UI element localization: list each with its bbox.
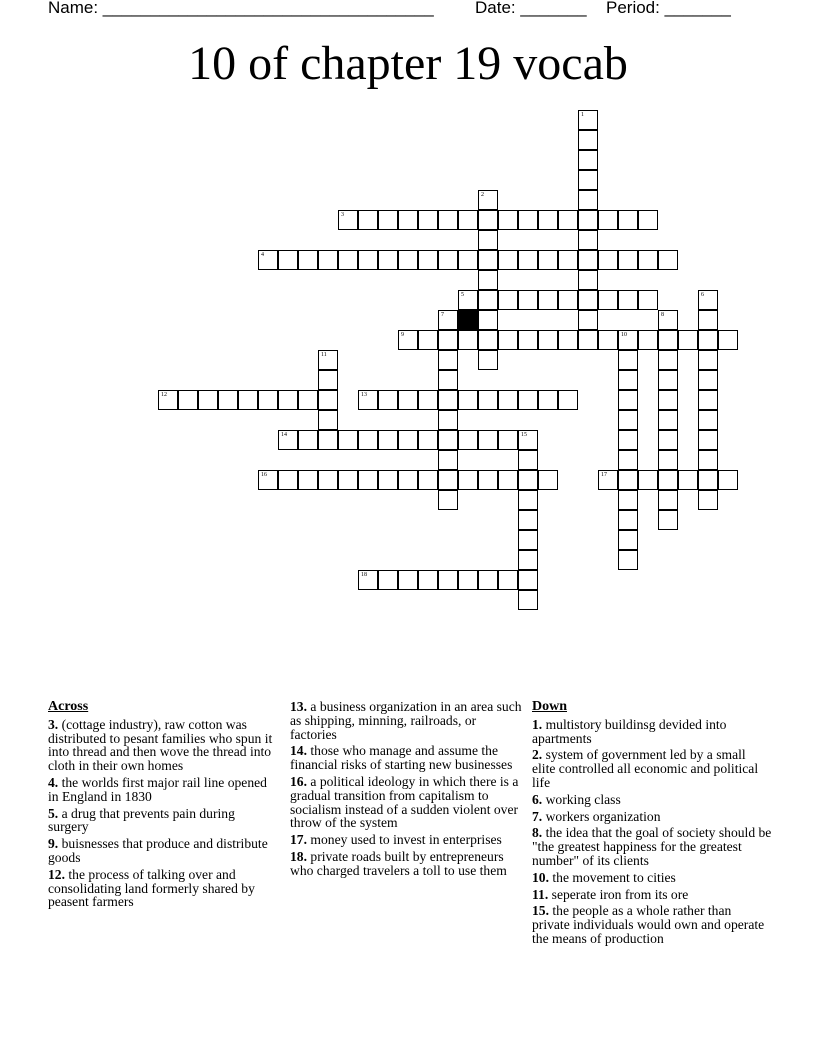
grid-cell[interactable] [658, 410, 678, 430]
grid-cell[interactable] [218, 390, 238, 410]
grid-cell[interactable] [658, 390, 678, 410]
grid-cell[interactable] [478, 390, 498, 410]
grid-cell[interactable] [438, 470, 458, 490]
grid-cell[interactable] [258, 390, 278, 410]
grid-cell[interactable] [498, 290, 518, 310]
clue-number: 4. [48, 774, 59, 790]
grid-cell[interactable] [498, 390, 518, 410]
down-clue [532, 904, 772, 945]
across-clue [290, 744, 526, 772]
grid-cell[interactable] [438, 310, 458, 330]
grid-cell[interactable] [458, 210, 478, 230]
clue-number-13: 13 [361, 392, 367, 398]
grid-cell[interactable] [518, 590, 538, 610]
clue-number-6: 6 [701, 292, 704, 298]
grid-cell[interactable] [658, 250, 678, 270]
clue-column-3 [532, 700, 772, 949]
down-clue [532, 793, 772, 807]
grid-cell[interactable] [338, 250, 358, 270]
clue-number-18: 18 [361, 572, 367, 578]
grid-cell[interactable] [538, 330, 558, 350]
grid-cell[interactable] [398, 430, 418, 450]
clue-number-10: 10 [621, 332, 627, 338]
period-field[interactable]: Period: _______ [606, 0, 731, 17]
down-clue [532, 810, 772, 824]
grid-cell[interactable] [438, 570, 458, 590]
grid-cell[interactable] [358, 210, 378, 230]
clue-number-7: 7 [441, 312, 444, 318]
grid-cell[interactable] [598, 330, 618, 350]
clue-number: 8. [532, 825, 543, 841]
across-clue [290, 850, 526, 878]
clue-number-11: 11 [321, 352, 327, 358]
grid-cell[interactable] [458, 330, 478, 350]
grid-cell[interactable] [578, 230, 598, 250]
clue-number-17: 17 [601, 472, 607, 478]
grid-cell[interactable] [478, 210, 498, 230]
grid-cell[interactable] [578, 170, 598, 190]
grid-cell[interactable] [338, 430, 358, 450]
clue-text: system of government led by a small elite controlled all economic and political life [532, 747, 759, 790]
grid-cell[interactable] [658, 510, 678, 530]
grid-cell[interactable] [718, 470, 738, 490]
clue-number-16: 16 [261, 472, 267, 478]
grid-cell[interactable] [678, 330, 698, 350]
grid-cell[interactable] [418, 570, 438, 590]
clue-number: 15. [532, 903, 549, 919]
clue-number-3: 3 [341, 212, 344, 218]
grid-cell[interactable] [598, 290, 618, 310]
clue-number-12: 12 [161, 392, 167, 398]
clue-number: 2. [532, 747, 543, 763]
grid-cell[interactable] [378, 390, 398, 410]
clue-number-5: 5 [461, 292, 464, 298]
across-clue [48, 807, 278, 835]
clue-text: seperate iron from its ore [548, 886, 689, 902]
grid-cell[interactable] [518, 330, 538, 350]
grid-cell[interactable] [558, 390, 578, 410]
grid-cell[interactable] [598, 470, 618, 490]
grid-cell[interactable] [498, 330, 518, 350]
clue-number: 3. [48, 716, 59, 732]
grid-cell[interactable] [438, 370, 458, 390]
clue-text: those who manage and assume the financial risks of starting new businesses [290, 743, 513, 773]
grid-cell[interactable] [458, 390, 478, 410]
grid-cell[interactable] [358, 470, 378, 490]
grid-cell[interactable] [318, 410, 338, 430]
clue-text: multistory buildinsg devided into apartments [532, 716, 727, 746]
grid-cell[interactable] [518, 490, 538, 510]
grid-cell[interactable] [578, 210, 598, 230]
grid-cell[interactable] [658, 310, 678, 330]
grid-cell[interactable] [478, 430, 498, 450]
grid-cell[interactable] [378, 210, 398, 230]
grid-cell[interactable] [698, 350, 718, 370]
black-cell [458, 310, 478, 330]
grid-cell[interactable] [518, 470, 538, 490]
grid-cell[interactable] [658, 470, 678, 490]
grid-cell[interactable] [478, 250, 498, 270]
grid-cell[interactable] [638, 210, 658, 230]
grid-cell[interactable] [578, 110, 598, 130]
clue-text: a drug that prevents pain during surgery [48, 805, 235, 835]
grid-cell[interactable] [578, 330, 598, 350]
clue-number: 16. [290, 773, 307, 789]
clue-number: 13. [290, 699, 307, 714]
grid-cell[interactable] [458, 290, 478, 310]
across-heading: Across [48, 699, 89, 714]
across-clue [48, 837, 278, 865]
grid-cell[interactable] [358, 570, 378, 590]
grid-cell[interactable] [278, 390, 298, 410]
clue-number-4: 4 [261, 252, 264, 258]
clue-number-8: 8 [661, 312, 664, 318]
grid-cell[interactable] [458, 250, 478, 270]
grid-cell[interactable] [498, 250, 518, 270]
clue-number: 5. [48, 805, 59, 821]
grid-cell[interactable] [698, 410, 718, 430]
clue-text: the movement to cities [549, 869, 676, 885]
grid-cell[interactable] [338, 470, 358, 490]
grid-cell[interactable] [478, 470, 498, 490]
grid-cell[interactable] [658, 490, 678, 510]
grid-cell[interactable] [638, 290, 658, 310]
grid-cell[interactable] [378, 570, 398, 590]
grid-cell[interactable] [598, 210, 618, 230]
grid-cell[interactable] [398, 330, 418, 350]
grid-cell[interactable] [598, 250, 618, 270]
grid-cell[interactable] [418, 330, 438, 350]
grid-cell[interactable] [618, 290, 638, 310]
grid-cell[interactable] [638, 330, 658, 350]
grid-cell[interactable] [438, 450, 458, 470]
grid-cell[interactable] [618, 350, 638, 370]
grid-cell[interactable] [658, 330, 678, 350]
clue-text: working class [542, 791, 621, 807]
grid-cell[interactable] [618, 490, 638, 510]
grid-cell[interactable] [258, 250, 278, 270]
grid-cell[interactable] [298, 470, 318, 490]
grid-cell[interactable] [578, 190, 598, 210]
down-clue [532, 826, 772, 867]
grid-cell[interactable] [158, 390, 178, 410]
grid-cell[interactable] [358, 250, 378, 270]
grid-cell[interactable] [438, 490, 458, 510]
grid-cell[interactable] [618, 470, 638, 490]
grid-cell[interactable] [438, 390, 458, 410]
across-clue [48, 776, 278, 804]
down-clue [532, 871, 772, 885]
grid-cell[interactable] [498, 570, 518, 590]
grid-cell[interactable] [318, 350, 338, 370]
grid-cell[interactable] [238, 390, 258, 410]
grid-cell[interactable] [318, 250, 338, 270]
grid-cell[interactable] [538, 470, 558, 490]
grid-cell[interactable] [698, 290, 718, 310]
grid-cell[interactable] [438, 430, 458, 450]
grid-cell[interactable] [478, 310, 498, 330]
grid-cell[interactable] [658, 450, 678, 470]
grid-cell[interactable] [358, 390, 378, 410]
grid-cell[interactable] [518, 570, 538, 590]
grid-cell[interactable] [578, 270, 598, 290]
grid-cell[interactable] [438, 250, 458, 270]
grid-cell[interactable] [498, 430, 518, 450]
clue-number: 1. [532, 716, 543, 732]
grid-cell[interactable] [418, 390, 438, 410]
grid-cell[interactable] [518, 550, 538, 570]
grid-cell[interactable] [618, 430, 638, 450]
grid-cell[interactable] [518, 290, 538, 310]
grid-cell[interactable] [578, 290, 598, 310]
clue-number: 7. [532, 808, 543, 824]
clue-text: buisnesses that produce and distribute goods [48, 836, 268, 865]
grid-cell[interactable] [578, 150, 598, 170]
grid-cell[interactable] [578, 250, 598, 270]
page-title: 10 of chapter 19 vocab [188, 37, 628, 90]
across-clue [290, 775, 526, 830]
grid-cell[interactable] [478, 270, 498, 290]
grid-cell[interactable] [318, 470, 338, 490]
grid-cell[interactable] [298, 390, 318, 410]
grid-cell[interactable] [618, 370, 638, 390]
grid-cell[interactable] [358, 430, 378, 450]
grid-cell[interactable] [538, 250, 558, 270]
clue-text: (cottage industry), raw cotton was distributed to pesant families who spun it into thread and then wove the thread into cloth in their own homes [48, 716, 273, 774]
grid-cell[interactable] [278, 430, 298, 450]
grid-cell[interactable] [618, 550, 638, 570]
down-heading: Down [532, 699, 568, 714]
grid-cell[interactable] [478, 190, 498, 210]
clue-number: 17. [290, 832, 307, 848]
grid-cell[interactable] [578, 130, 598, 150]
grid-cell[interactable] [618, 330, 638, 350]
grid-cell[interactable] [658, 430, 678, 450]
down-clue [532, 748, 772, 789]
grid-cell[interactable] [618, 410, 638, 430]
grid-cell[interactable] [478, 330, 498, 350]
clue-number: 11. [532, 886, 549, 902]
grid-cell[interactable] [258, 470, 278, 490]
clue-text: money used to invest in enterprises [307, 832, 502, 848]
grid-cell[interactable] [538, 290, 558, 310]
grid-cell[interactable] [378, 430, 398, 450]
grid-cell[interactable] [578, 310, 598, 330]
grid-cell[interactable] [538, 390, 558, 410]
grid-cell[interactable] [518, 510, 538, 530]
name-field[interactable]: Name: ___________________________________ [48, 0, 434, 17]
grid-cell[interactable] [538, 210, 558, 230]
grid-cell[interactable] [438, 210, 458, 230]
grid-cell[interactable] [378, 470, 398, 490]
grid-cell[interactable] [438, 410, 458, 430]
grid-cell[interactable] [518, 450, 538, 470]
grid-cell[interactable] [698, 370, 718, 390]
clue-text: the people as a whole rather than private individuals would own and operate the means of production [532, 903, 765, 946]
grid-cell[interactable] [178, 390, 198, 410]
grid-cell[interactable] [558, 250, 578, 270]
grid-cell[interactable] [458, 570, 478, 590]
clue-number: 6. [532, 791, 543, 807]
grid-cell[interactable] [518, 530, 538, 550]
clue-number: 9. [48, 836, 59, 852]
grid-cell[interactable] [398, 390, 418, 410]
grid-cell[interactable] [638, 250, 658, 270]
grid-cell[interactable] [558, 290, 578, 310]
grid-cell[interactable] [638, 470, 658, 490]
clue-text: a political ideology in which there is a gradual transition from capitalism to socialism instead of a sudden violent over throw of the system [290, 773, 519, 831]
grid-cell[interactable] [398, 250, 418, 270]
clue-number-2: 2 [481, 192, 484, 198]
grid-cell[interactable] [678, 470, 698, 490]
clue-text: the process of talking over and consolidating land formerly shared by peasent farmers [48, 866, 255, 910]
clue-column-1 [48, 700, 278, 912]
grid-cell[interactable] [698, 310, 718, 330]
clue-number: 12. [48, 866, 65, 882]
grid-cell[interactable] [718, 330, 738, 350]
grid-cell[interactable] [198, 390, 218, 410]
worksheet-header [48, 0, 768, 20]
grid-cell[interactable] [558, 330, 578, 350]
grid-cell[interactable] [698, 490, 718, 510]
grid-cell[interactable] [478, 350, 498, 370]
grid-cell[interactable] [278, 470, 298, 490]
clue-number: 10. [532, 869, 549, 885]
grid-cell[interactable] [518, 390, 538, 410]
across-clue [48, 868, 278, 909]
grid-cell[interactable] [418, 470, 438, 490]
down-clue [532, 888, 772, 902]
grid-cell[interactable] [618, 210, 638, 230]
clue-number-1: 1 [581, 112, 584, 118]
clue-number: 18. [290, 848, 307, 864]
grid-cell[interactable] [418, 250, 438, 270]
grid-cell[interactable] [558, 210, 578, 230]
down-clue [532, 718, 772, 746]
clue-text: a business organization in an area such as shipping, minning, railroads, or factories [290, 699, 522, 742]
grid-cell[interactable] [698, 390, 718, 410]
grid-cell[interactable] [318, 390, 338, 410]
grid-cell[interactable] [498, 210, 518, 230]
grid-cell[interactable] [458, 470, 478, 490]
grid-cell[interactable] [318, 370, 338, 390]
grid-cell[interactable] [698, 450, 718, 470]
grid-cell[interactable] [458, 430, 478, 450]
grid-cell[interactable] [438, 330, 458, 350]
grid-cell[interactable] [478, 290, 498, 310]
clue-number: 14. [290, 743, 307, 759]
grid-cell[interactable] [658, 350, 678, 370]
grid-cell[interactable] [618, 390, 638, 410]
grid-cell[interactable] [658, 370, 678, 390]
grid-cell[interactable] [698, 470, 718, 490]
clue-text: the worlds first major rail line opened in England in 1830 [48, 774, 267, 804]
grid-cell[interactable] [518, 210, 538, 230]
clue-column-2 [290, 700, 526, 881]
across-clue [290, 700, 526, 741]
clue-number-14: 14 [281, 432, 287, 438]
grid-cell[interactable] [478, 570, 498, 590]
across-clue [290, 833, 526, 847]
grid-cell[interactable] [618, 510, 638, 530]
grid-cell[interactable] [398, 570, 418, 590]
grid-cell[interactable] [618, 530, 638, 550]
grid-cell[interactable] [298, 430, 318, 450]
grid-cell[interactable] [498, 470, 518, 490]
date-field[interactable]: Date: _______ [475, 0, 587, 17]
clue-text: workers organization [542, 808, 661, 824]
grid-cell[interactable] [318, 430, 338, 450]
grid-cell[interactable] [338, 210, 358, 230]
grid-cell[interactable] [518, 250, 538, 270]
grid-cell[interactable] [618, 250, 638, 270]
grid-cell[interactable] [378, 250, 398, 270]
grid-cell[interactable] [698, 430, 718, 450]
across-clue [48, 718, 278, 773]
grid-cell[interactable] [698, 330, 718, 350]
grid-cell[interactable] [398, 470, 418, 490]
grid-cell[interactable] [438, 350, 458, 370]
grid-cell[interactable] [478, 230, 498, 250]
clue-number-9: 9 [401, 332, 404, 338]
grid-cell[interactable] [278, 250, 298, 270]
clue-text: private roads built by entrepreneurs who charged travelers a toll to use them [290, 848, 507, 878]
clue-number-15: 15 [521, 432, 527, 438]
grid-cell[interactable] [418, 430, 438, 450]
grid-cell[interactable] [398, 210, 418, 230]
grid-cell[interactable] [298, 250, 318, 270]
grid-cell[interactable] [618, 450, 638, 470]
clue-text: the idea that the goal of society should be "the greatest happiness for the greatest number" of its clients [532, 825, 772, 868]
grid-cell[interactable] [418, 210, 438, 230]
grid-cell[interactable] [518, 430, 538, 450]
